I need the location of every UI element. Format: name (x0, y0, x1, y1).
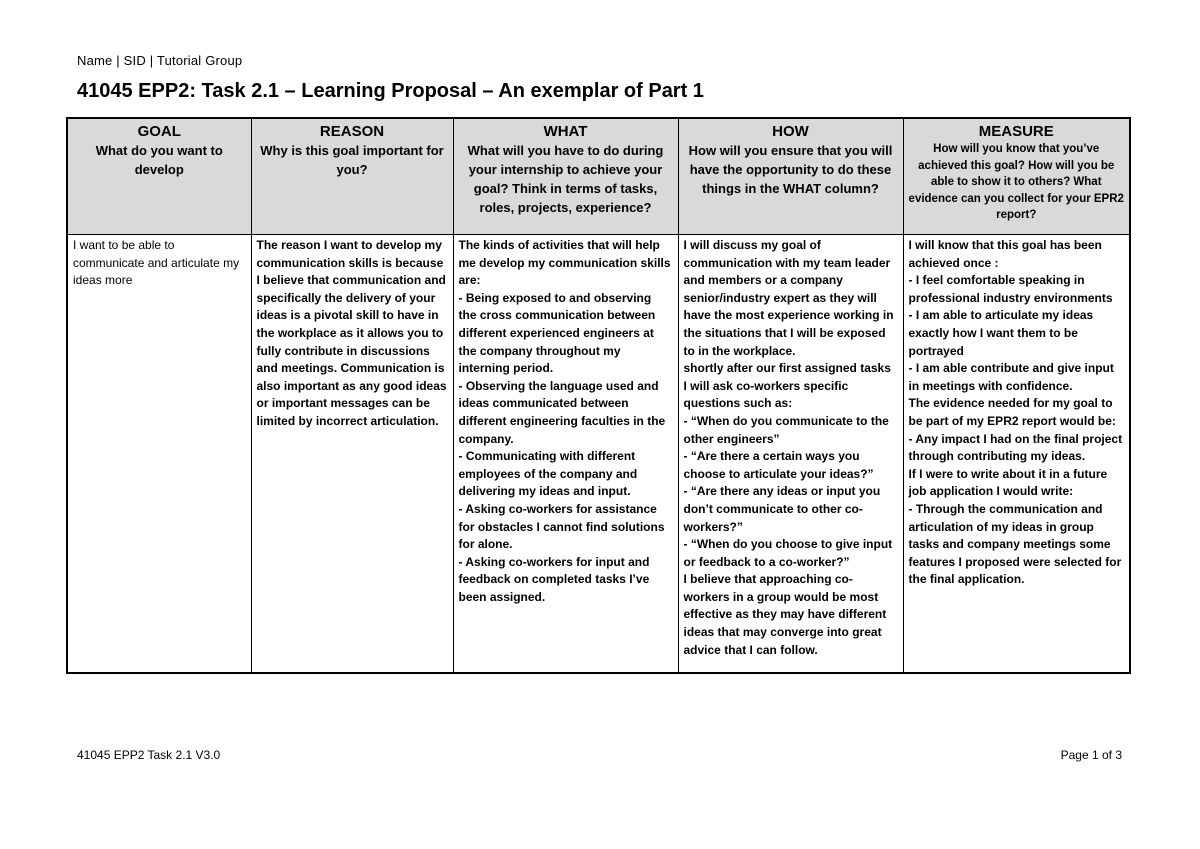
measure-line: - Through the communication and articulation of my ideas in group tasks and company meetings some features I proposed were selected for the final application. (908, 501, 1122, 587)
what-cell (453, 235, 678, 674)
how-column-subtitle: How will you ensure that you will have the opportunity to do these things in the WHAT column? (688, 143, 893, 196)
how-line: I believe that approaching co-workers in a group would be most effective as they may have different ideas that may converge into great advice that I can follow. (683, 572, 887, 657)
measure-line: - I feel comfortable speaking in professional industry environments (908, 273, 1113, 305)
how-column-title: HOW (772, 123, 809, 140)
how-line: - “Are there a certain ways you choose to articulate your ideas?” (683, 449, 874, 481)
table-header-row (67, 118, 1130, 235)
reason-column-header (251, 118, 453, 235)
how-cell (678, 235, 903, 674)
what-line: - Asking co-workers for assistance for obstacles I cannot find solutions for alone. (458, 501, 665, 552)
what-column-subtitle: What will you have to do during your internship to achieve your goal? Think in terms of tasks, roles, projects, experience? (467, 143, 664, 215)
measure-line: I will know that this goal has been achieved once : (908, 238, 1102, 270)
table-row (67, 235, 1130, 674)
learning-proposal-table (66, 117, 1131, 674)
how-column-header (678, 118, 903, 235)
measure-cell (903, 235, 1130, 674)
measure-line: - Any impact I had on the final project through contributing my ideas. (908, 431, 1123, 464)
what-column-title: WHAT (543, 123, 588, 140)
goal-column-header (67, 118, 251, 235)
measure-line: The evidence needed for my goal to be part of my EPR2 report would be: (908, 396, 1116, 428)
document-title: 41045 EPP2: Task 2.1 – Learning Proposal – An exemplar of Part 1 (77, 80, 704, 102)
reason-column-subtitle: Why is this goal important for you? (260, 143, 444, 177)
goal-column-title: GOAL (137, 123, 181, 140)
measure-line: - I am able to articulate my ideas exactly how I want them to be portrayed (908, 308, 1094, 358)
how-line: - “When do you communicate to the other engineers” (683, 413, 889, 446)
footer-document-id: 41045 EPP2 Task 2.1 V3.0 (77, 748, 221, 762)
what-line: - Asking co-workers for input and feedback on completed tasks I’ve been assigned. (458, 554, 650, 604)
measure-line: - I am able contribute and give input in meetings with confidence. (908, 361, 1114, 393)
measure-column-subtitle: How will you know that you’ve achieved this goal? How will you be able to show it to others? What evidence can you collect for your EPR2 report? (908, 143, 1124, 221)
reason-column-title: REASON (319, 123, 385, 140)
what-line: - Communicating with different employees of the company and delivering my ideas and input. (458, 449, 638, 499)
how-line: I will discuss my goal of communication with my team leader and members or a company senior/industry expert as they will have the most experience working in the situations that I will be exposed to in the workplace. (683, 238, 894, 358)
name-sid-group-line: Name | SID | Tutorial Group (77, 53, 243, 68)
measure-column-header (903, 118, 1130, 235)
what-line: - Observing the language used and ideas communicated between different engineering faculties in the company. (458, 378, 666, 446)
what-line: - Being exposed to and observing the cross communication between different experienced engineers at the company throughout my interning period. (458, 290, 656, 376)
what-line: The kinds of activities that will help me develop my communication skills are: (458, 238, 671, 288)
how-line: - “When do you choose to give input or feedback to a co-worker?” (683, 537, 893, 569)
footer-page-number: Page 1 of 3 (1060, 748, 1122, 762)
how-line: shortly after our first assigned tasks I will ask co-workers specific questions such as: (683, 361, 891, 411)
measure-line: If I were to write about it in a future job application I would write: (908, 466, 1108, 499)
goal-cell: I want to be able to communicate and articulate my ideas more (67, 235, 251, 674)
goal-column-subtitle: What do you want to develop (95, 143, 223, 177)
what-column-header (453, 118, 678, 235)
measure-column-title: MEASURE (978, 123, 1054, 140)
reason-cell: The reason I want to develop my communication skills is because I believe that communication and specifically the delivery of your ideas is a pivotal skill to have in the workplace as it allows you to fully contribute in discussions and meetings. Communication is also important as any good ideas or important messages can be limited by incorrect articulation. (251, 235, 453, 674)
how-line: - “Are there any ideas or input you don’t communicate to other co-workers?” (683, 484, 881, 534)
